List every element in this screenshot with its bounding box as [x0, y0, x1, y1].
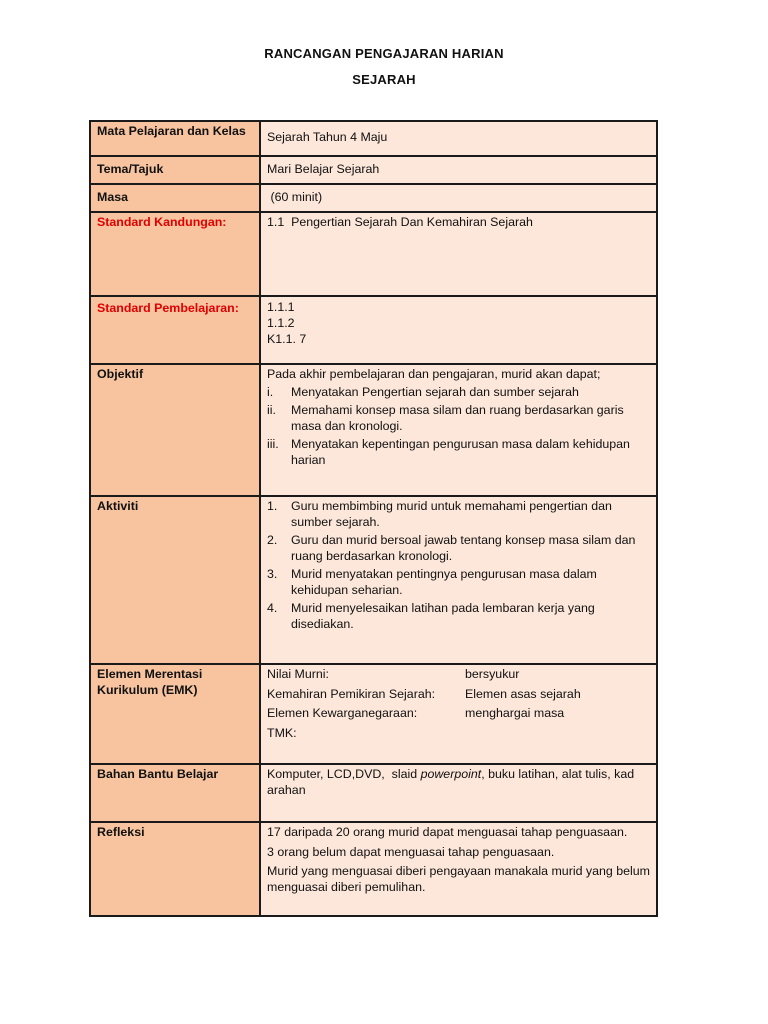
emk-item — [267, 726, 651, 742]
emk-item — [267, 687, 651, 703]
row-activity — [90, 496, 657, 664]
emk-key: Kemahiran Pemikiran Sejarah: — [267, 686, 436, 701]
value-subject: Sejarah Tahun 4 Maju — [260, 121, 657, 156]
activity-text: Murid menyelesaikan latihan pada lembaran kerja yang disediakan. — [291, 601, 595, 631]
objective-item — [267, 437, 651, 468]
emk-item — [267, 706, 651, 722]
emk-value — [465, 726, 651, 742]
activity-num: 2. — [267, 533, 278, 547]
label-content-standard: Standard Kandungan: — [90, 212, 260, 296]
activity-item — [267, 499, 651, 530]
label-activity: Aktiviti — [90, 496, 260, 664]
activity-item — [267, 567, 651, 598]
emk-key: Nilai Murni: — [267, 667, 329, 681]
activity-num: 4. — [267, 601, 278, 615]
objective-num: iii. — [267, 437, 279, 451]
label-theme: Tema/Tajuk — [90, 156, 260, 184]
objective-intro: Pada akhir pembelajaran dan pengajaran, murid akan dapat; — [267, 367, 601, 381]
objective-item — [267, 403, 651, 434]
value-reflection — [260, 822, 657, 916]
objective-text: Memahami konsep masa silam dan ruang berdasarkan garis masa dan kronologi. — [291, 403, 624, 433]
row-content-standard — [90, 212, 657, 296]
document-subtitle: SEJARAH — [352, 72, 416, 87]
activity-item — [267, 533, 651, 564]
emk-value: menghargai masa — [465, 706, 565, 720]
row-learning-standard — [90, 296, 657, 364]
activity-text: Guru membimbing murid untuk memahami pengertian dan sumber sejarah. — [291, 499, 612, 529]
row-materials — [90, 764, 657, 822]
activity-text: Guru dan murid bersoal jawab tentang konsep masa silam dan ruang berdasarkan kronologi. — [291, 533, 636, 563]
reflection-line: 17 daripada 20 orang murid dapat menguasai tahap penguasaan. — [267, 825, 628, 839]
row-theme — [90, 156, 657, 184]
learning-standard-line: K1.1. 7 — [267, 332, 307, 346]
objective-num: i. — [267, 384, 274, 399]
document-title: RANCANGAN PENGAJARAN HARIAN — [264, 46, 504, 61]
activity-num: 3. — [267, 567, 278, 581]
label-emk: Elemen Merentasi Kurikulum (EMK) — [90, 664, 260, 764]
objective-item — [267, 385, 651, 401]
value-activity — [260, 496, 657, 664]
emk-key: TMK: — [267, 725, 297, 740]
row-reflection — [90, 822, 657, 916]
learning-standard-line: 1.1.2 — [267, 316, 295, 330]
activity-num: 1. — [267, 499, 278, 513]
row-emk — [90, 664, 657, 764]
emk-value: Elemen asas sejarah — [465, 686, 581, 701]
value-content-standard: 1.1 Pengertian Sejarah Dan Kemahiran Sejarah — [260, 212, 657, 296]
value-emk — [260, 664, 657, 764]
row-time — [90, 184, 657, 212]
emk-item — [267, 667, 651, 683]
activity-item — [267, 601, 651, 632]
value-theme: Mari Belajar Sejarah — [260, 156, 657, 184]
objective-text: Menyatakan Pengertian sejarah dan sumber sejarah — [291, 384, 579, 399]
objective-num: ii. — [267, 403, 276, 417]
label-materials: Bahan Bantu Belajar — [90, 764, 260, 822]
label-objective: Objektif — [90, 364, 260, 496]
label-subject: Mata Pelajaran dan Kelas — [90, 121, 260, 156]
reflection-line: Murid yang menguasai diberi pengayaan manakala murid yang belum menguasai diberi pemulihan. — [267, 864, 650, 894]
lesson-plan-table — [89, 120, 658, 917]
label-time: Masa — [90, 184, 260, 212]
materials-italic: powerpoint — [420, 767, 482, 781]
row-subject — [90, 121, 657, 156]
row-objective — [90, 364, 657, 496]
label-reflection: Refleksi — [90, 822, 260, 916]
value-materials — [260, 764, 657, 822]
reflection-line: 3 orang belum dapat menguasai tahap penguasaan. — [267, 844, 555, 859]
objective-text: Menyatakan kepentingan pengurusan masa dalam kehidupan harian — [291, 437, 630, 467]
activity-text: Murid menyatakan pentingnya pengurusan masa dalam kehidupan seharian. — [291, 567, 597, 597]
value-objective — [260, 364, 657, 496]
learning-standard-line: 1.1.1 — [267, 300, 295, 314]
emk-value: bersyukur — [465, 667, 520, 681]
emk-key: Elemen Kewarganegaraan: — [267, 706, 418, 720]
materials-text-rest: , buku latihan, alat tulis, kad arahan — [267, 767, 635, 797]
value-learning-standard — [260, 296, 657, 364]
value-time: (60 minit) — [260, 184, 657, 212]
label-learning-standard: Standard Pembelajaran: — [90, 296, 260, 364]
materials-text: Komputer, LCD,DVD, slaid — [267, 767, 421, 781]
